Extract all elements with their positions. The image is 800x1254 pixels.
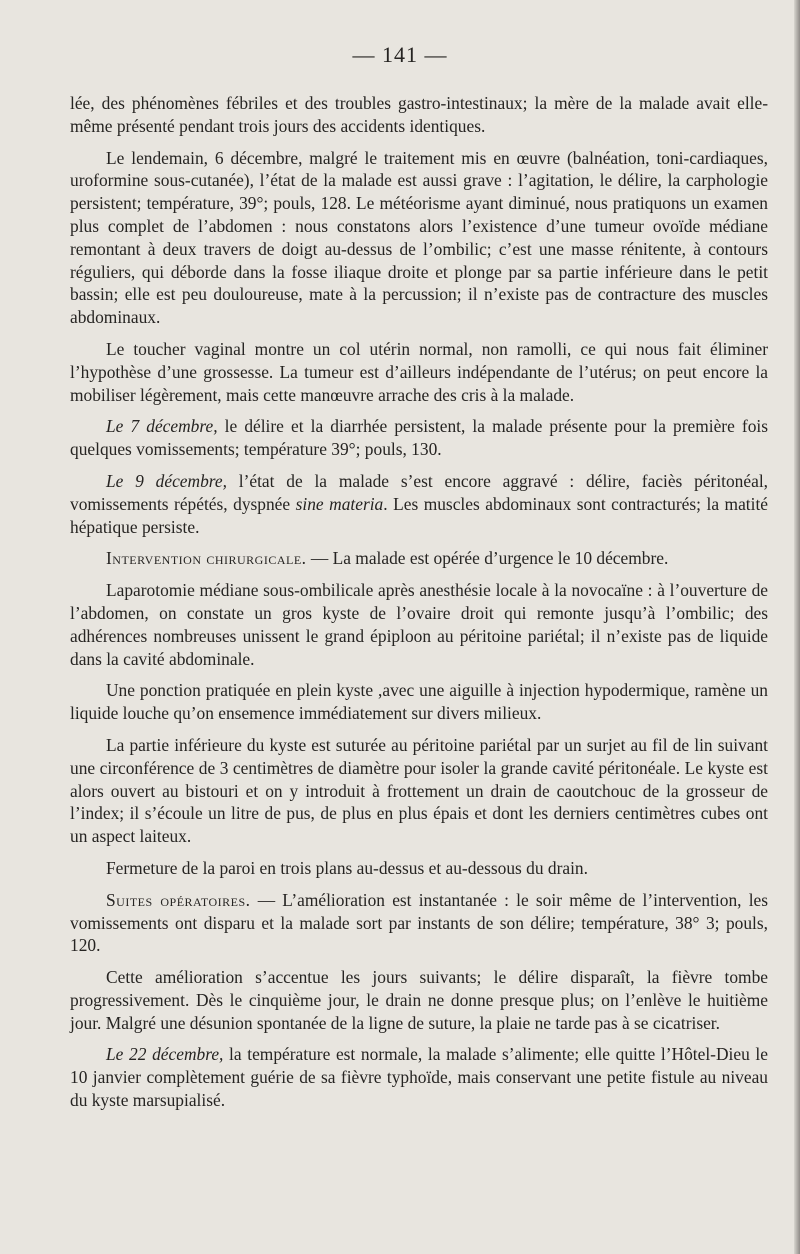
paragraph-text: — La malade est opérée d’urgence le 10 décembre. — [306, 548, 669, 569]
date-lead: Le 7 décembre, — [106, 416, 218, 437]
paragraph-text: — L’amélioration est instantanée : le soir même de l’intervention, les vomissements ont disparu et la malade sort par instants de son délire; température, 38° 3; pouls, 120. — [70, 889, 769, 956]
paragraph-text: l’état de la malade s’est encore aggravé : délire, faciès péritonéal, vomissements répétés, dyspnée — [70, 470, 768, 514]
paragraph-closure — [70, 857, 768, 880]
paragraph-text: Cette amélioration s’accentue les jours suivants; le délire disparaît, la fièvre tombe progressivement. Dès le cinquième jour, le drain ne donne presque plus; on l’enlève le huitième jour. Malgré une désunion spontanée de la ligne de suture, la plaie ne tarde pas à se cicatriser. — [70, 967, 768, 1033]
paragraph-6-december — [70, 147, 768, 329]
section-heading: Intervention chirurgicale. — [106, 548, 307, 569]
body-text — [70, 92, 768, 1121]
paragraph-text: lée, des phénomènes fébriles et des troubles gastro-intestinaux; la mère de la malade avait elle-même présenté pendant trois jours des accidents identiques. — [70, 93, 768, 136]
paragraph-text: Le toucher vaginal montre un col utérin normal, non ramolli, ce qui nous fait éliminer l’hypothèse d’une grossesse. La tumeur est d’ailleurs indépendante de l’utérus; on peut encore la mobiliser légèrement, mais cette manœuvre arrache des cris à la malade. — [70, 338, 768, 405]
section-heading: Suites opératoires. — [106, 889, 251, 910]
page-number: — 141 — — [352, 42, 448, 67]
paragraph-7-december — [70, 415, 768, 461]
paragraph-text: la température est normale, la malade s’alimente; elle quitte l’Hôtel-Dieu le 10 janvier complètement guérie de sa fièvre typhoïde, mais conservant une petite fistule au niveau du kyste marsupialisé. — [70, 1044, 768, 1111]
paragraph-suture — [70, 734, 768, 848]
paragraph-intervention — [70, 547, 768, 570]
paragraph-continuation — [70, 92, 768, 138]
page-edge-shadow — [794, 0, 800, 1254]
paragraph-laparotomy — [70, 579, 768, 670]
paragraph-text: La partie inférieure du kyste est suturée au péritoine pariétal par un surjet au fil de lin suivant une circonférence de 3 centimètres de diamètre pour isoler la grande cavité péritonéale. Le kyste est alors ouvert au bistouri et on y introduit à frottement un drain de caoutchouc de la grosseur de l’index; il s’écoule un litre de pus, de plus en plus épais et dont les derniers centimètres cubes ont un aspect laiteux. — [70, 734, 768, 847]
paragraph-text: le délire et la diarrhée persistent, la malade présente pour la première fois quelques vomissements; température 39°; pouls, 130. — [70, 416, 768, 460]
latin-phrase: sine materia — [295, 493, 384, 514]
paragraph-9-december — [70, 470, 768, 538]
paragraph-puncture — [70, 679, 768, 725]
paragraph-text: Laparotomie médiane sous-ombilicale après anesthésie locale à la novocaïne : à l’ouverture de l’abdomen, on constate un gros kyste de l’ovaire droit qui remonte jusqu’à l’ombilic; des adhérences nombreuses unissent le grand épiploon au péritoine pariétal; il n’existe pas de liquide dans la cavité abdominale. — [70, 580, 768, 669]
date-lead: Le 22 décembre, — [106, 1044, 224, 1065]
date-lead: Le 9 décembre, — [106, 470, 227, 491]
paragraph-vaginal-exam — [70, 338, 768, 406]
paragraph-text: Fermeture de la paroi en trois plans au-dessus et au-dessous du drain. — [106, 857, 588, 878]
paragraph-text: Le lendemain, 6 décembre, malgré le traitement mis en œuvre (balnéation, toni-cardiaques, uroformine sous-cutanée), l’état de la malade est aussi grave : l’agitation, le délire, la carphologie persistent; température, 39°; pouls, 128. Le météorisme ayant diminué, nous pratiquons un examen plus complet de l’abdomen : nous constatons alors l’existence d’une tumeur ovoïde médiane remontant à deux travers de doigt au-dessus de l’ombilic; c’est une masse rénitente, à contours réguliers, qui déborde dans la fosse iliaque droite et plonge par sa partie inférieure dans le petit bassin; elle est peu douloureuse, mate à la percussion; il n’existe pas de contracture des muscles abdominaux. — [70, 147, 768, 328]
paragraph-text-tail: . Les muscles abdominaux sont contracturés; la matité hépatique persiste. — [70, 493, 768, 537]
paragraph-22-december — [70, 1043, 768, 1111]
paragraph-improvement — [70, 966, 768, 1034]
paragraph-postoperative — [70, 889, 768, 957]
paragraph-text: Une ponction pratiquée en plein kyste ,avec une aiguille à injection hypodermique, ramène un liquide louche qu’on ensemence immédiatement sur divers milieux. — [70, 680, 768, 724]
